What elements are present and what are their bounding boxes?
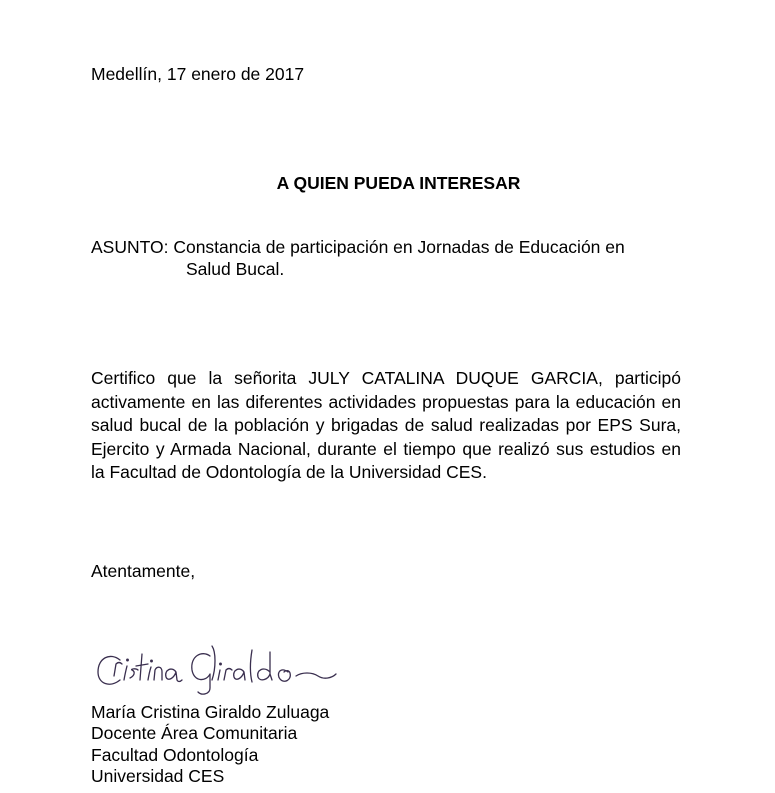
signer-name: María Cristina Giraldo Zuluaga bbox=[91, 702, 330, 722]
letter-title: A QUIEN PUEDA INTERESAR bbox=[276, 173, 521, 193]
letter-date: Medellín, 17 enero de 2017 bbox=[91, 64, 305, 84]
letter-closing: Atentamente, bbox=[91, 561, 196, 581]
subject-line-1: ASUNTO: Constancia de participación en Jornadas de Educación en bbox=[91, 237, 625, 257]
handwritten-signature bbox=[92, 640, 350, 698]
signer-faculty: Facultad Odontología bbox=[91, 745, 259, 765]
subject-line-2: Salud Bucal. bbox=[186, 259, 285, 279]
signer-role: Docente Área Comunitaria bbox=[91, 723, 298, 743]
signer-university: Universidad CES bbox=[91, 766, 225, 786]
letter-body: Certifico que la señorita JULY CATALINA DUQUE GARCIA, participó activamente en las diferentes actividades propuestas para la educación en salud bucal de la población y brigadas de salud realizadas por EPS Sura, Ejercito y Armada Nacional, durante el tiempo que realizó sus estudios en la Facultad de Odontología de la Universidad CES. bbox=[91, 368, 681, 482]
